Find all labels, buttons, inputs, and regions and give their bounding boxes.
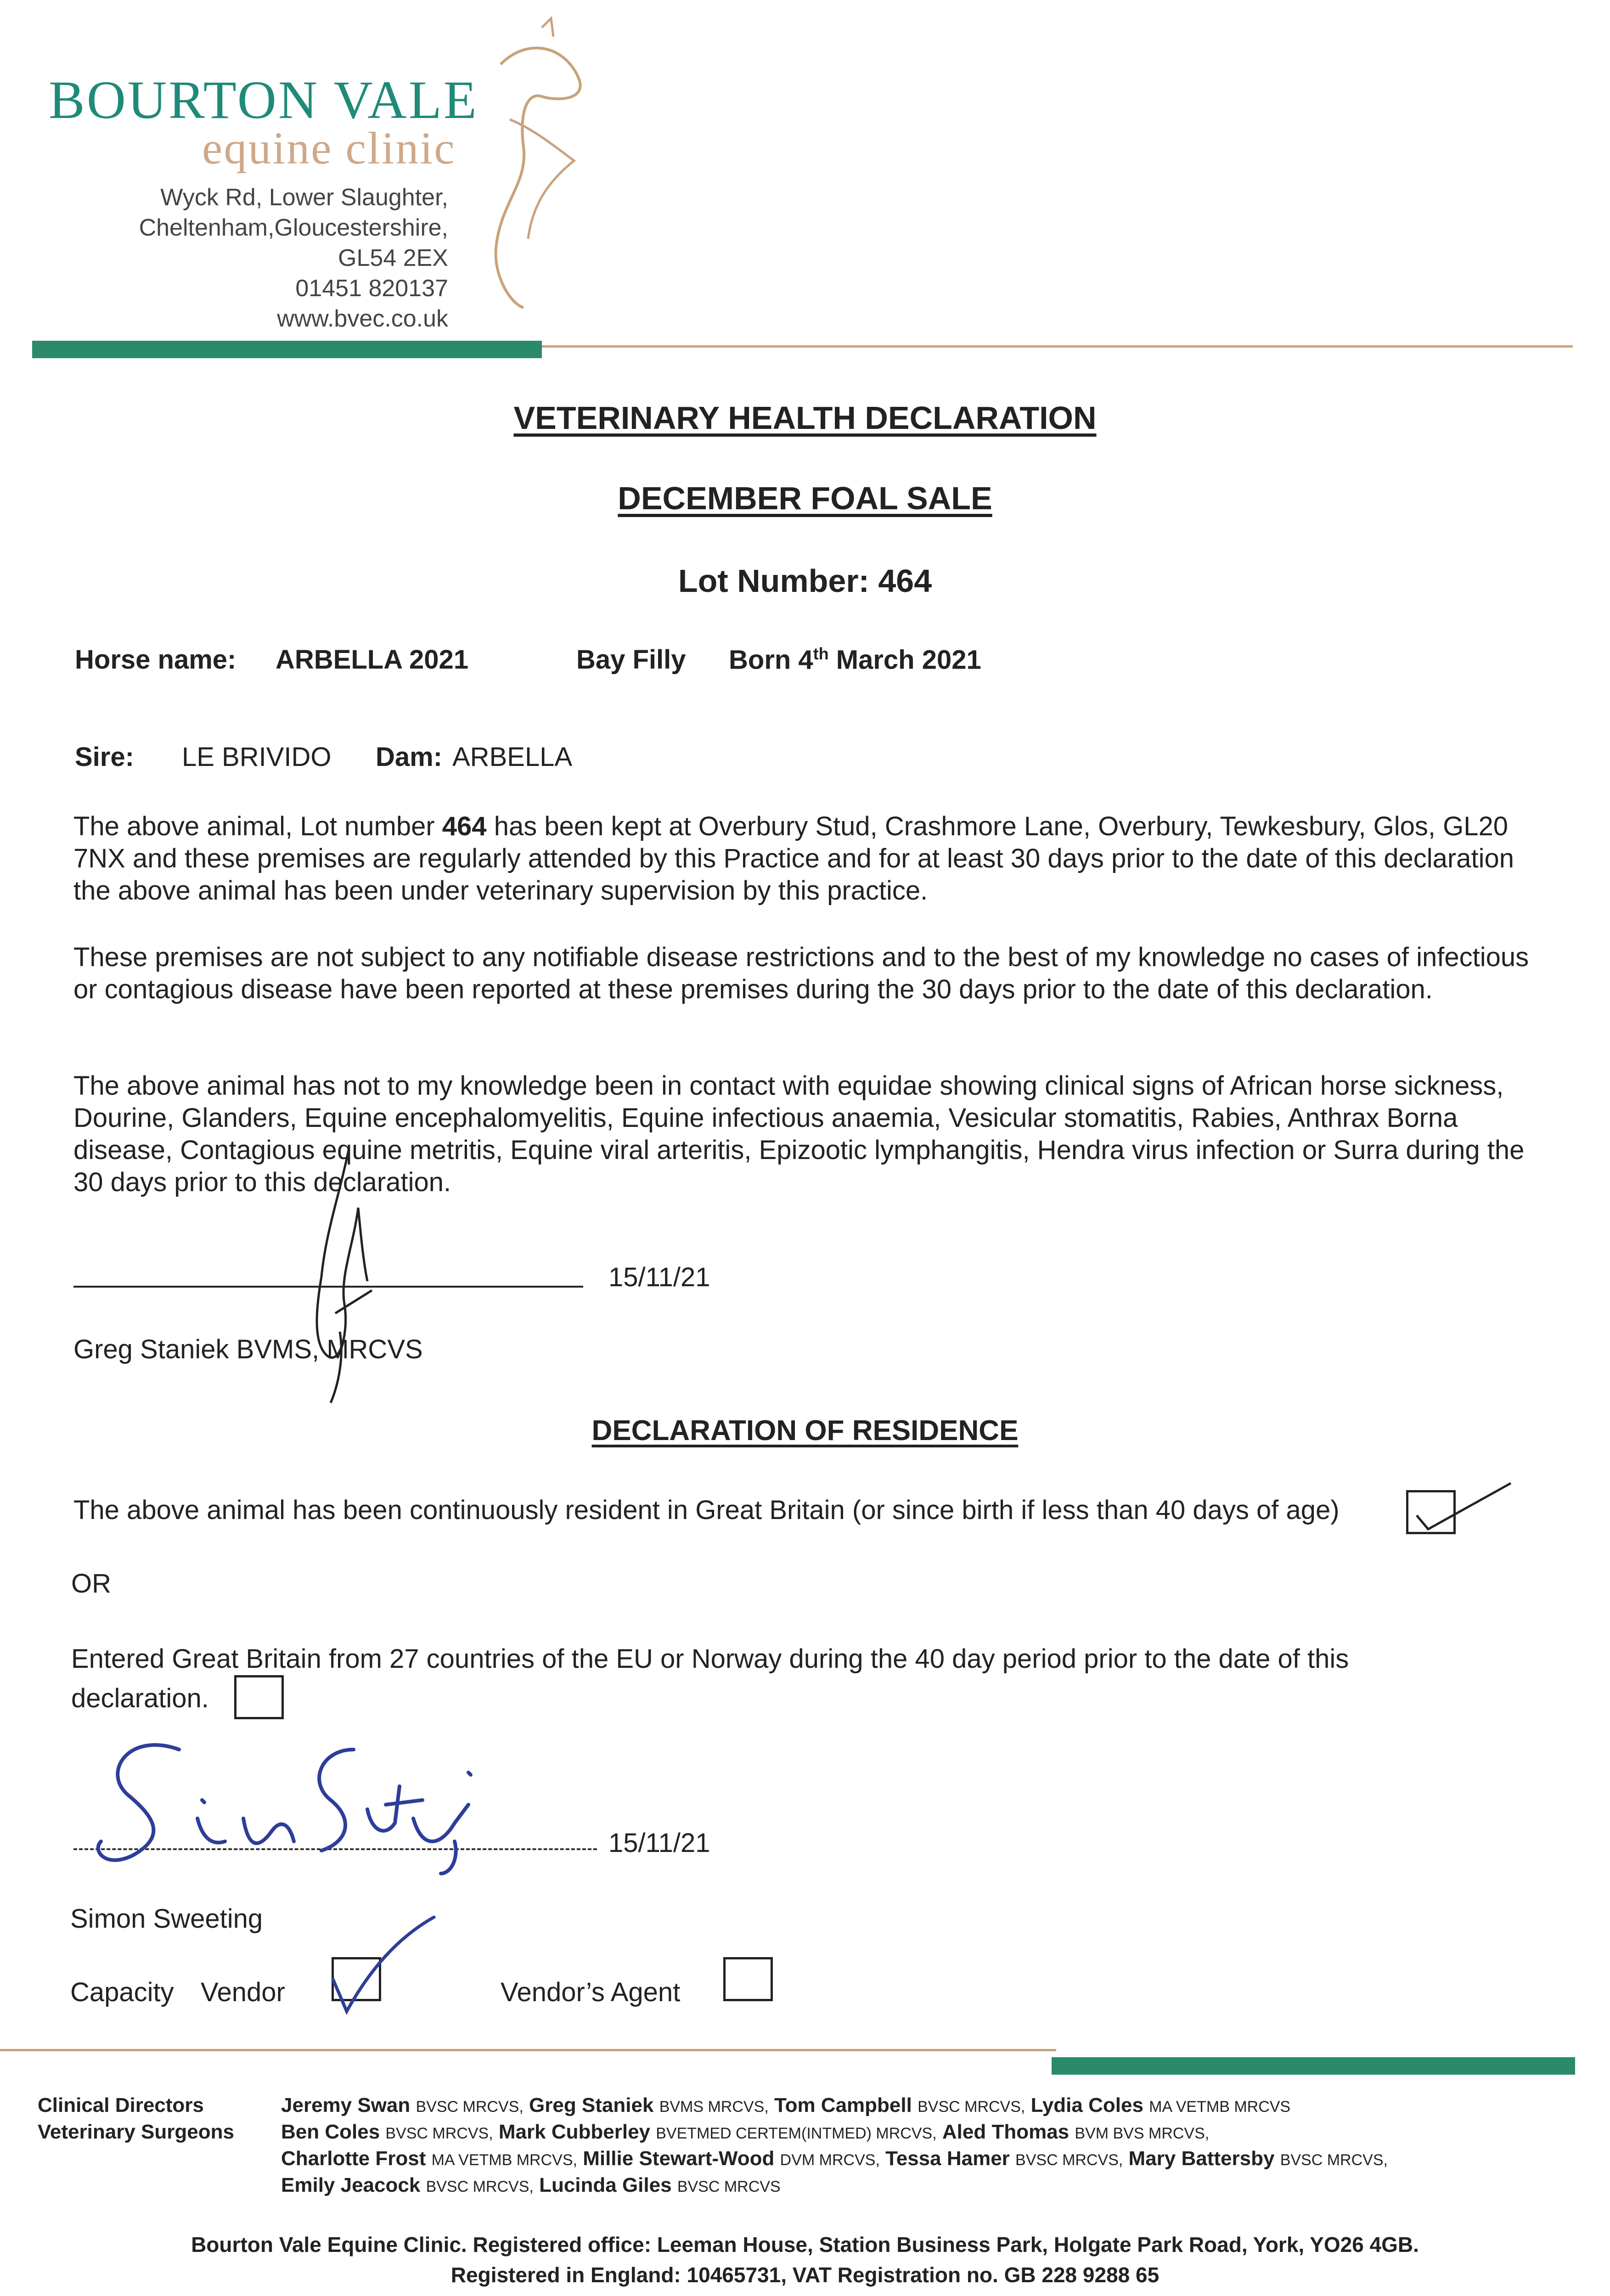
footer-divider: [0, 2049, 1056, 2051]
surgeons-label: Veterinary Surgeons: [38, 2121, 234, 2143]
staff-line-2: Ben Coles BVSC MRCVS, Mark Cubberley BVETMED CERTEM(INTMED) MRCVS, Aled Thomas BVM BVS MRCVS,: [281, 2121, 1210, 2143]
horse-name: ARBELLA 2021: [276, 645, 469, 675]
checkmark-icon: [1414, 1479, 1515, 1534]
footer-green-bar: [1052, 2057, 1575, 2075]
horse-born-date: Born 4th March 2021: [729, 644, 981, 675]
residence-option-1: The above animal has been continuously resident in Great Britain (or since birth if less than 40 days of age): [73, 1495, 1340, 1525]
address-line-1: Wyck Rd, Lower Slaughter,: [160, 184, 448, 211]
directors-label: Clinical Directors: [38, 2094, 204, 2116]
lot-number: Lot Number: 464: [678, 563, 932, 599]
declaration-paragraph-3: The above animal has not to my knowledge been in contact with equidae showing clinical signs of African horse sickness, Dourine, Glanders, Equine encephalomyelitis, Equine infectious anaemia, Vesicular stomatitis, Rabies, Anthrax Borna disease, Contagious equine metritis, Equine viral arteritis, Epizootic lymphangitis, Hendra virus infection or Surra during the 30 days prior to this declaration.: [73, 1071, 1525, 1197]
horse-description: Bay Filly: [576, 645, 686, 675]
staff-line-4: Emily Jeacock BVSC MRCVS, Lucinda Giles BVSC MRCVS: [281, 2174, 781, 2196]
dam-name: ARBELLA: [452, 742, 573, 772]
residence-option-2-checkbox[interactable]: [234, 1675, 284, 1719]
header-green-bar: [32, 341, 542, 358]
sire-label: Sire:: [75, 742, 134, 772]
document-title: VETERINARY HEALTH DECLARATION: [513, 400, 1097, 436]
residence-title: DECLARATION OF RESIDENCE: [591, 1415, 1019, 1446]
checkmark-icon: [328, 1915, 439, 2016]
capacity-label: Capacity: [70, 1977, 174, 2007]
vet-name: Greg Staniek BVMS, MRCVS: [73, 1334, 423, 1364]
registration-details: Registered in England: 10465731, VAT Registration no. GB 228 9288 65: [450, 2263, 1160, 2287]
vendors-agent-label: Vendor’s Agent: [501, 1977, 681, 2007]
residence-option-2: Entered Great Britain from 27 countries of the EU or Norway during the 40 day period prior to the date of this declaration.: [71, 1644, 1349, 1713]
clinic-logo-subtext: equine clinic: [202, 123, 456, 174]
vendor-signature-date: 15/11/21: [608, 1828, 710, 1858]
phone-number: 01451 820137: [295, 275, 448, 302]
dam-label: Dam:: [376, 742, 443, 772]
vendors-agent-checkbox[interactable]: [723, 1957, 773, 2001]
staff-line-3: Charlotte Frost MA VETMB MRCVS, Millie Stewart-Wood DVM MRCVS, Tessa Hamer BVSC MRCVS, Mary Battersby BVSC MRCVS,: [281, 2147, 1388, 2170]
website: www.bvec.co.uk: [277, 305, 448, 332]
declaration-paragraph-2: These premises are not subject to any notifiable disease restrictions and to the best of my knowledge no cases of infectious or contagious disease have been reported at these premises during the 30 days prior to the date of this declaration.: [73, 942, 1529, 1004]
or-label: OR: [71, 1569, 111, 1598]
registered-office: Bourton Vale Equine Clinic. Registered office: Leeman House, Station Business Park, Holgate Park Road, York, YO26 4GB.: [191, 2233, 1419, 2257]
vendor-signature-icon: [92, 1731, 487, 1878]
vendor-label: Vendor: [201, 1977, 285, 2007]
sire-name: LE BRIVIDO: [182, 742, 332, 772]
sale-title: DECEMBER FOAL SALE: [618, 480, 992, 516]
vet-signature-date: 15/11/21: [608, 1262, 710, 1292]
header-divider: [542, 345, 1573, 348]
horse-name-label: Horse name:: [75, 645, 236, 675]
staff-line-1: Jeremy Swan BVSC MRCVS, Greg Staniek BVMS MRCVS, Tom Campbell BVSC MRCVS, Lydia Coles MA VETMB MRCVS: [281, 2094, 1291, 2116]
horse-logo-icon: [473, 9, 592, 312]
address-line-2: Cheltenham,Gloucestershire,: [139, 214, 448, 241]
vet-signature-icon: [294, 1139, 386, 1405]
clinic-logo-text: BOURTON VALE: [49, 70, 478, 130]
address-line-3: GL54 2EX: [338, 245, 448, 271]
vendor-name: Simon Sweeting: [70, 1904, 263, 1934]
declaration-paragraph-1: The above animal, Lot number 464 has been kept at Overbury Stud, Crashmore Lane, Overbury, Tewkesbury, Glos, GL20 7NX and these premises are regularly attended by this Practice and for at least 30 days prior to the date of this declaration the above animal has been under veterinary supervision by this practice.: [73, 811, 1514, 906]
